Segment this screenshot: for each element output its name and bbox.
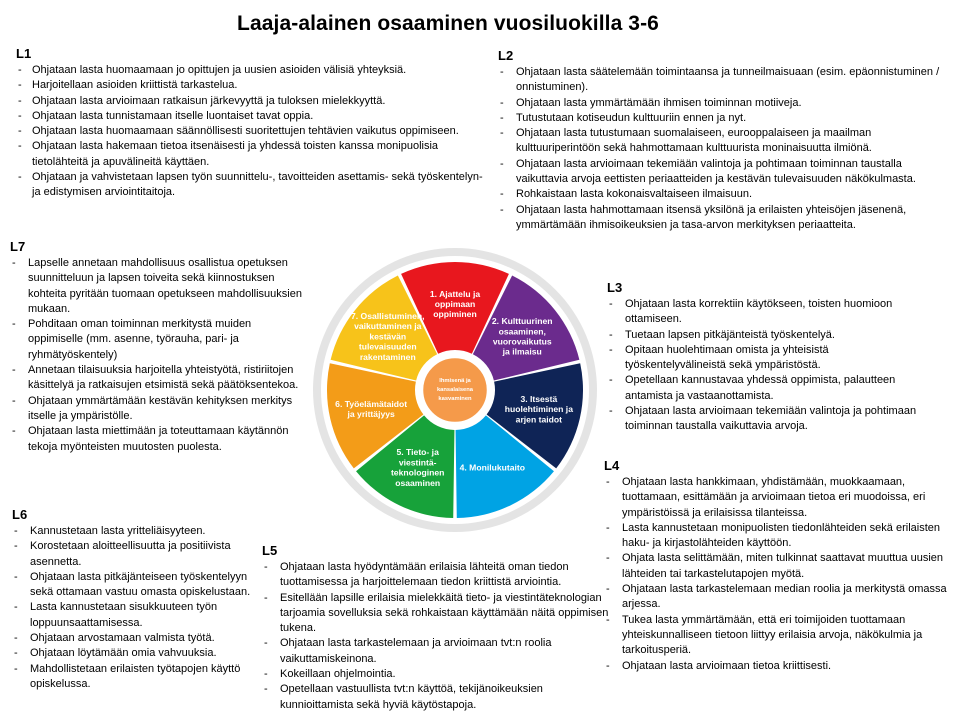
- bullet-item: - Ohjataan lasta hyödyntämään erilaisia lähteitä oman tiedon tuottamisessa ja harjoittelemaan tiedon kriittistä arviointia.: [262, 560, 612, 591]
- bullet-item: - Tutustutaan kotiseudun kulttuuriin ennen ja nyt.: [498, 111, 954, 126]
- bullet-item: - Ohjataan lasta säätelemään toimintaansa ja tunneilmaisuaan (esim. epäonnistuminen / onnistuminen).: [498, 65, 954, 96]
- bullet-item: - Ohjataan ymmärtämään kestävän kehityksen merkitys itselle ja ympäristölle.: [10, 394, 305, 425]
- bullet-item: - Ohjataan löytämään omia vahvuuksia.: [12, 646, 252, 661]
- wheel-segment-label-line: osaaminen: [395, 477, 441, 488]
- bullet-item: - Ohjataan lasta arvioimaan tietoa kriittisesti.: [604, 659, 956, 674]
- bullet-item: - Ohjataan lasta hakemaan tietoa itsenäisesti ja yhdessä toisten kanssa monipuolisia tietolähteitä ja apuvälineitä käyttäen.: [16, 139, 486, 170]
- bullet-list: [607, 297, 927, 435]
- section-heading: L5: [262, 543, 278, 558]
- wheel-center-label-line: kansalaisena: [436, 387, 474, 393]
- bullet-item: - Ohjataan lasta huomaamaan säännöllisesti suoritettujen tehtävien vaikutus oppimiseen.: [16, 124, 486, 139]
- bullet-list: [262, 560, 612, 713]
- bullet-item: - Ohjataan lasta korrektiin käytökseen, toisten huomioon ottamiseen.: [607, 297, 927, 328]
- wheel-segment-label: [391, 447, 444, 488]
- bullet-item: - Opetellaan vastuullista tvt:n käyttöä, tekijänoikeuksien kunnioittamista sekä hyviä käytöstapoja.: [262, 682, 612, 713]
- section-heading: L2: [498, 48, 514, 63]
- bullet-item: - Ohjataan lasta huomaamaan jo opittujen ja uusien asioiden välisiä yhteyksiä.: [16, 63, 486, 78]
- wheel-center-label-line: kasvaminen: [438, 396, 472, 402]
- wheel-segment-label-line: osaaminen,: [498, 326, 546, 337]
- bullet-item: - Korostetaan aloitteellisuutta ja positiivista asennetta.: [12, 539, 252, 570]
- bullet-item: - Rohkaistaan lasta kokonaisvaltaiseen ilmaisuun.: [498, 187, 954, 202]
- wheel-segment-label-line: 3. Itsestä: [520, 393, 558, 404]
- wheel-segment-label-line: vuorovaikutus: [492, 336, 552, 347]
- bullet-item: - Opitaan huolehtimaan omista ja yhteisistä työskentelyvälineistä sekä ympäristöstä.: [607, 343, 927, 374]
- wheel-segment-label-line: 5. Tieto- ja: [396, 447, 439, 458]
- wheel-segment-label: [460, 462, 525, 472]
- bullet-item: - Lasta kannustetaan sisukkuuteen työn loppuunsaattamisessa.: [12, 600, 252, 631]
- bullet-list: [16, 63, 486, 201]
- bullet-item: - Kannustetaan lasta yritteliäisyyteen.: [12, 524, 252, 539]
- bullet-item: - Tuetaan lapsen pitkäjänteistä työskentelyä.: [607, 328, 927, 343]
- wheel-segment-label: [430, 289, 481, 319]
- wheel-center-label-line: Ihmisenä ja: [439, 378, 471, 384]
- bullet-item: - Ohjataan arvostamaan valmista työtä.: [12, 631, 252, 646]
- bullet-item: - Ohjataan lasta tarkastelemaan median roolia ja merkitystä omassa arjessa.: [604, 582, 956, 613]
- wheel-segment-label-line: huolehtiminen ja: [504, 404, 573, 415]
- wheel-segment-label-line: 7. Osallistuminen,: [350, 310, 425, 321]
- wheel-segment-label-line: oppimaan: [434, 299, 476, 309]
- section-l4: [604, 458, 956, 674]
- competence-wheel: [310, 245, 600, 535]
- bullet-item: - Ohjataan lasta hahmottamaan itsensä yksilönä ja erilaisten yhteisöjen jäsenenä, ymmärtämään ihmisoikeuksien ja tasa-arvon merkityksen periaatteita.: [498, 203, 954, 234]
- bullet-item: - Esitellään lapsille erilaisia mielekkäitä tieto- ja viestintäteknologian tarjoamia sovelluksia sekä rohkaistaan käyttämään näitä oppimisen tukena.: [262, 591, 612, 637]
- bullet-item: - Kokeillaan ohjelmointia.: [262, 667, 612, 682]
- section-l3: [607, 280, 927, 435]
- page-title: Laaja-alainen osaaminen vuosiluokilla 3-6: [237, 12, 659, 35]
- bullet-item: - Lapselle annetaan mahdollisuus osallistua opetuksen suunnitteluun ja lapsen toiveita sekä kiinnostuksen kohteita pyritään tuomaan opetukseen mahdollisuuksien mukaan.: [10, 256, 305, 317]
- bullet-item: - Harjoitellaan asioiden kriittistä tarkastelua.: [16, 78, 486, 93]
- bullet-item: - Ohjataan lasta hankkimaan, yhdistämään, muokkaamaan, tuottamaan, esittämään ja arvioimaan tietoa eri muodoissa, eri ympäristöissä ja erilaisissa tilanteissa.: [604, 475, 956, 521]
- section-heading: L6: [12, 507, 28, 522]
- bullet-list: [10, 256, 305, 455]
- wheel-segment-label-line: viestintä-: [398, 457, 437, 468]
- bullet-item: - Lasta kannustetaan monipuolisten tiedonlähteiden sekä erilaisten haku- ja kirjastolähteiden käyttöön.: [604, 521, 956, 552]
- section-heading: L4: [604, 458, 620, 473]
- bullet-item: - Ohjataan lasta arvioimaan ratkaisun järkevyyttä ja tuloksen mielekkyyttä.: [16, 94, 486, 109]
- wheel-segment-label-line: ja ilmaisu: [502, 346, 542, 357]
- wheel-segment-label-line: tulevaisuuden: [358, 341, 417, 352]
- bullet-list: [12, 524, 252, 692]
- bullet-item: - Ohjataan lasta ymmärtämään ihmisen toiminnan motiiveja.: [498, 96, 954, 111]
- wheel-segment-label-line: oppiminen: [433, 309, 477, 320]
- bullet-item: - Ohjataan lasta pitkäjänteiseen työskentelyyn sekä ottamaan vastuu omasta opiskelustaan.: [12, 570, 252, 601]
- bullet-item: - Ohjataan lasta miettimään ja toteuttamaan käytännön tekoja myönteisten muutosten puolesta.: [10, 424, 305, 455]
- bullet-item: - Ohjataan lasta arvioimaan tekemiään valintoja ja pohtimaan toiminnan taustalla vaikuttavia arvoja eettisten periaatteiden ja kestävän tulevaisuuden näkökulmasta.: [498, 157, 954, 188]
- section-l2: [498, 48, 954, 233]
- section-heading: L1: [16, 46, 32, 61]
- wheel-segment-label-line: 4. Monilukutaito: [459, 462, 526, 473]
- wheel-segment-label-line: 1. Ajattelu ja: [429, 288, 481, 299]
- section-heading: L7: [10, 239, 26, 254]
- section-l1: [16, 46, 486, 201]
- bullet-list: [498, 65, 954, 233]
- wheel-segment-label-line: vaikuttaminen ja: [354, 321, 422, 332]
- bullet-item: - Pohditaan oman toiminnan merkitystä muiden oppimiselle (mm. asenne, työrauha, pari- ja ryhmätyöskentely): [10, 317, 305, 363]
- section-l5: [262, 543, 612, 713]
- section-heading: L3: [607, 280, 623, 295]
- bullet-item: - Ohjataan lasta arvioimaan tekemiään valintoja ja pohtimaan toiminnan taustalla vaikuttavia arvoja.: [607, 404, 927, 435]
- bullet-item: - Tukea lasta ymmärtämään, että eri toimijoiden tuottamaan yhteiskunnalliseen tietoon liittyy erilaisia arvoja, näkökulmia ja tarkoitusperiä.: [604, 613, 956, 659]
- wheel-segment-label-line: rakentaminen: [359, 351, 416, 362]
- bullet-item: - Ohjata lasta selittämään, miten tulkinnat saattavat muuttua uusien lähteiden tai tarkastelutapojen myötä.: [604, 551, 956, 582]
- wheel-segment-label-line: kestävän: [369, 331, 407, 342]
- bullet-list: [604, 475, 956, 674]
- wheel-segment-label-line: arjen taidot: [515, 414, 563, 425]
- wheel-segment-label-line: teknologinen: [390, 467, 445, 478]
- wheel-segment-label-line: 2. Kulttuurinen: [491, 316, 553, 327]
- wheel-segment-label-line: ja yrittäjyys: [347, 409, 395, 420]
- bullet-item: - Ohjataan lasta tunnistamaan itselle luontaiset tavat oppia.: [16, 109, 486, 124]
- bullet-item: - Mahdollistetaan erilaisten työtapojen käyttö opiskelussa.: [12, 662, 252, 693]
- bullet-item: - Annetaan tilaisuuksia harjoitella yhteistyötä, ristiriitojen käsittelyä ja ratkaisujen etsimistä sekä päätöksentekoa.: [10, 363, 305, 394]
- bullet-item: - Opetellaan kannustavaa yhdessä oppimista, palautteen antamista ja vastaanottamista.: [607, 373, 927, 404]
- bullet-item: - Ohjataan lasta tutustumaan suomalaiseen, eurooppalaiseen ja maailman kulttuuriperintöön sekä hahmottamaan kulttuurista moninaisuutta ilmiönä.: [498, 126, 954, 157]
- bullet-item: - Ohjataan lasta tarkastelemaan ja arvioimaan tvt:n roolia vaikuttamiskeinona.: [262, 636, 612, 667]
- section-l7: [10, 239, 305, 455]
- bullet-item: - Ohjataan ja vahvistetaan lapsen työn suunnittelu-, tavoitteiden asettamis- sekä työskentelyn- ja edistymisen arviointitaitoja.: [16, 170, 486, 201]
- section-l6: [12, 507, 252, 692]
- wheel-segment-label-line: 6. Työelämätaidot: [335, 399, 408, 410]
- wheel-center-label: [437, 378, 474, 402]
